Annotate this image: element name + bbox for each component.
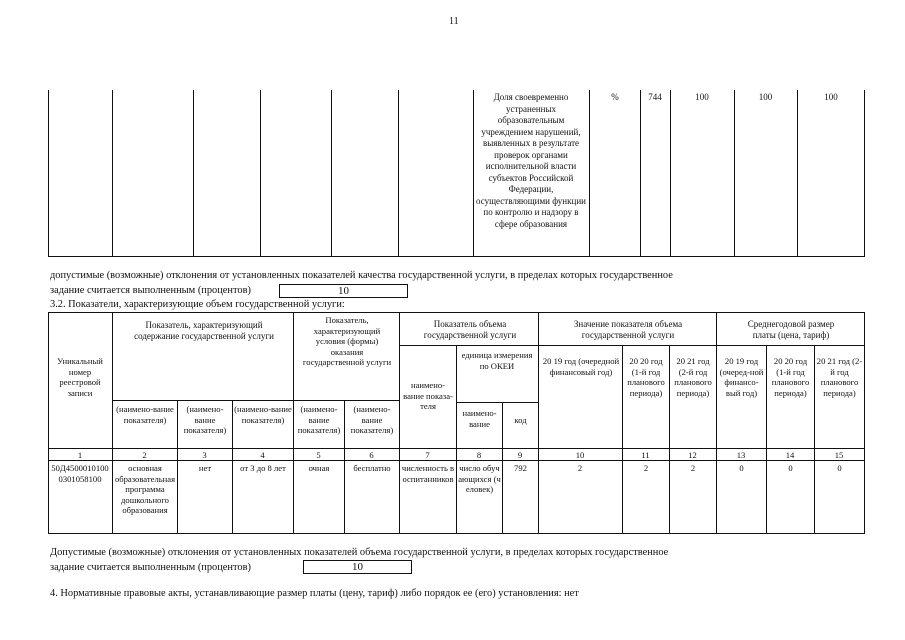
indicator-name: Доля своевременно устраненных образовательным учреждением нарушений, выявленных в результате проверок органами исполнительной власти субъектов Российской Федерации, осуществляющими функции по контролю и надзору в сфере образования xyxy=(476,92,586,229)
page-number: 11 xyxy=(449,16,459,27)
col-num-10: 10 xyxy=(575,450,585,460)
volume-deviation-line2: задание считается выполненным (процентов) xyxy=(50,562,251,573)
col-num-4: 4 xyxy=(260,450,265,460)
col-num-12: 12 xyxy=(688,450,697,460)
header-fee-plan1: 20 20 год (1-й год планового периода) xyxy=(771,356,810,398)
row-fee-plan1: 0 xyxy=(788,463,793,473)
header-year-plan2: 20 21 год (2-й год планового периода) xyxy=(674,356,712,398)
volume-deviation-line1: Допустимые (возможные) отклонения от установленных показателей объема государственной услуги, в пределах которых государственное xyxy=(50,547,669,558)
header-unit-of-measure: единица измерения по ОКЕИ xyxy=(461,350,533,371)
col-num-13: 13 xyxy=(736,450,746,460)
col-num-7: 7 xyxy=(425,450,430,460)
row-indicator-name: численность воспитанников xyxy=(401,463,455,484)
header-content-name-2: (наимено-вание показателя) xyxy=(183,404,227,435)
header-indicator-name: наимено-вание показа-теля xyxy=(403,380,453,411)
row-value-current: 2 xyxy=(577,463,583,473)
row-unit-name: число обучающихся (человек) xyxy=(458,463,501,494)
section-title: 3.2. Показатели, характеризующие объем государственной услуги: xyxy=(50,299,345,310)
col-num-15: 15 xyxy=(834,450,844,460)
col-num-9: 9 xyxy=(517,450,523,460)
value-plan-year-2: 100 xyxy=(824,92,838,102)
header-condition-indicator: Показатель, характеризующий условия (формы) оказания государственной услуги xyxy=(302,315,392,367)
col-num-1: 1 xyxy=(77,450,83,460)
header-content-name-3: (наимено-вание показателя) xyxy=(234,404,292,425)
header-year-current: 20 19 год (очередной финансовый год) xyxy=(542,356,620,377)
row-unique-number: 50Д45000101000301058100 xyxy=(51,463,109,484)
col-num-6: 6 xyxy=(369,450,374,460)
quality-deviation-value: 10 xyxy=(279,284,408,298)
header-unit-name: наимено-вание xyxy=(462,408,497,429)
okei-code: 744 xyxy=(648,92,662,102)
header-content-name-1: (наимено-вание показателя) xyxy=(116,404,174,425)
row-unit-code: 792 xyxy=(514,463,527,473)
header-condition-name-2: (наимено-вание показателя) xyxy=(350,404,394,435)
header-volume-indicator: Показатель объема государственной услуги xyxy=(423,319,517,340)
header-fee-plan2: 20 21 год (2-й год планового периода) xyxy=(816,356,863,398)
col-num-2: 2 xyxy=(142,450,147,460)
header-fee-current: 20 19 год (очеред-ной финансо-вый год) xyxy=(719,356,764,398)
col-num-8: 8 xyxy=(476,450,482,460)
col-num-3: 3 xyxy=(202,450,207,460)
volume-deviation-value: 10 xyxy=(303,560,412,574)
section-4-text: 4. Нормативные правовые акты, устанавливающие размер платы (цену, тариф) либо порядок ее (его) установления: нет xyxy=(50,588,579,599)
row-condition-1: очная xyxy=(308,463,330,473)
col-num-5: 5 xyxy=(316,450,321,460)
header-condition-name-1: (наимено-вание показателя) xyxy=(297,404,341,435)
header-unit-code: код xyxy=(514,415,527,425)
header-year-plan1: 20 20 год (1-й год планового периода) xyxy=(627,356,665,398)
header-volume-value: Значение показателя объема государственной услуги xyxy=(573,319,683,340)
quality-deviation-line2: задание считается выполненным (процентов) xyxy=(50,285,251,296)
col-num-11: 11 xyxy=(641,450,650,460)
header-avg-fee: Среднегодовой размер платы (цена, тариф) xyxy=(747,319,835,340)
header-content-indicator: Показатель, характеризующий содержание государственной услуги xyxy=(134,320,274,341)
row-value-plan2: 2 xyxy=(690,463,696,473)
value-plan-year-1: 100 xyxy=(758,92,773,102)
header-unique-number: Уникальный номер реестровой записи xyxy=(57,356,103,398)
indicator-unit: % xyxy=(611,92,619,102)
quality-table-continuation xyxy=(48,90,865,257)
value-current-year: 100 xyxy=(695,92,709,102)
row-value-plan1: 2 xyxy=(643,463,649,473)
col-num-14: 14 xyxy=(785,450,795,460)
row-content-3: от 3 до 8 лет xyxy=(240,463,286,473)
volume-indicators-table xyxy=(48,312,865,534)
row-content-1: основная образовательная программа дошкольного образования xyxy=(114,463,176,515)
row-condition-2: бесплатно xyxy=(353,463,391,473)
row-fee-current: 0 xyxy=(739,463,744,473)
row-fee-plan2: 0 xyxy=(837,463,842,473)
row-content-2: нет xyxy=(198,463,212,473)
quality-deviation-line1: допустимые (возможные) отклонения от установленных показателей качества государственной услуги, в пределах которых государственное xyxy=(50,270,673,281)
